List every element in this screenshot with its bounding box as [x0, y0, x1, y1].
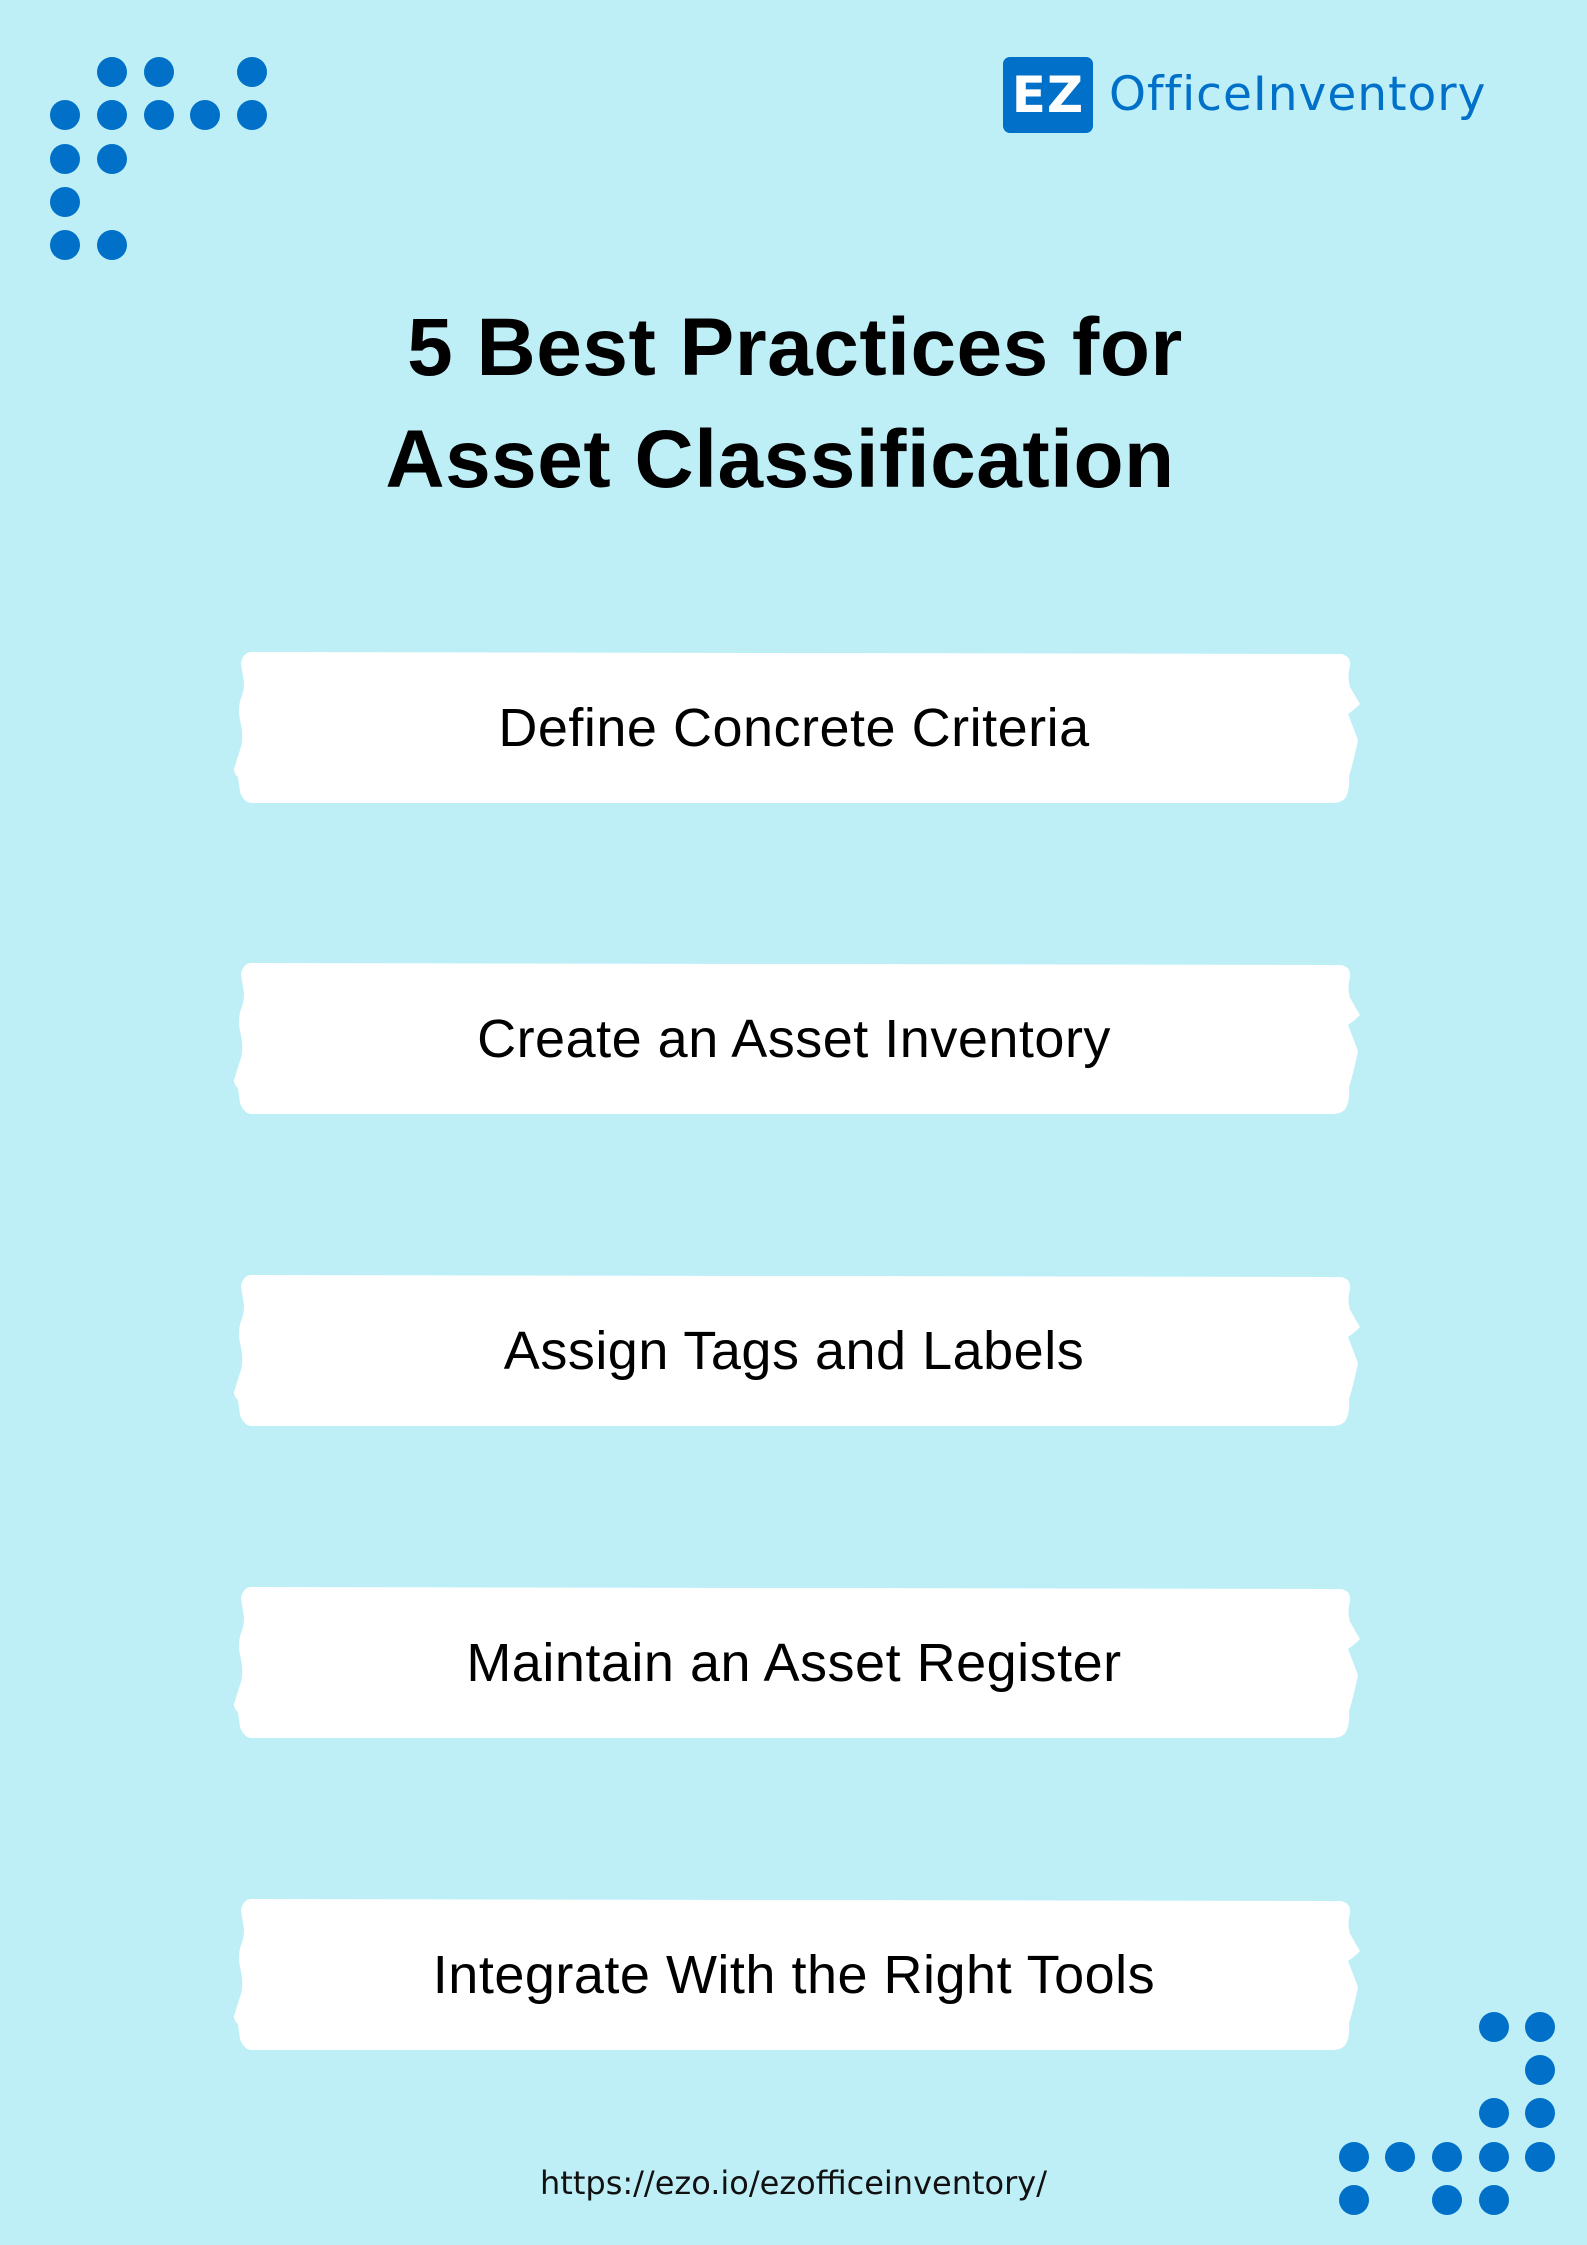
title-line-2: Asset Classification: [385, 414, 1175, 505]
brand-name: OfficeInventory: [1109, 67, 1487, 122]
practice-label: Define Concrete Criteria: [498, 697, 1090, 758]
ez-badge-icon: EZ: [1003, 57, 1093, 133]
practice-card-3: [236, 1275, 1352, 1426]
dot-icon: [97, 144, 127, 174]
practice-label: Integrate With the Right Tools: [432, 1944, 1156, 2005]
practice-card-5: [236, 1899, 1352, 2050]
brand-logo: [1003, 57, 1486, 133]
dot-icon: [50, 144, 80, 174]
dot-icon: [1525, 2098, 1555, 2128]
dot-icon: [144, 57, 174, 87]
title-line-1: 5 Best Practices for: [407, 302, 1183, 393]
dot-icon: [237, 100, 267, 130]
dot-icon: [50, 100, 80, 130]
practice-card-1: [236, 652, 1352, 803]
dot-icon: [50, 187, 80, 217]
dot-icon: [97, 100, 127, 130]
dot-icon: [1479, 2012, 1509, 2042]
practice-label: Create an Asset Inventory: [477, 1008, 1111, 1069]
practice-card-4: [236, 1587, 1352, 1738]
dot-icon: [1479, 2098, 1509, 2128]
dot-icon: [50, 230, 80, 260]
practice-label: Assign Tags and Labels: [503, 1320, 1085, 1381]
dot-icon: [144, 100, 174, 130]
dot-icon: [190, 100, 220, 130]
dot-icon: [1525, 2012, 1555, 2042]
footer-url: https://ezo.io/ezofficeinventory/: [540, 2164, 1047, 2202]
dot-icon: [97, 57, 127, 87]
page-title: [280, 292, 1280, 516]
dot-icon: [237, 57, 267, 87]
dot-icon: [97, 230, 127, 260]
practice-label: Maintain an Asset Register: [466, 1632, 1122, 1693]
practice-card-2: [236, 963, 1352, 1114]
dot-icon: [1525, 2055, 1555, 2085]
